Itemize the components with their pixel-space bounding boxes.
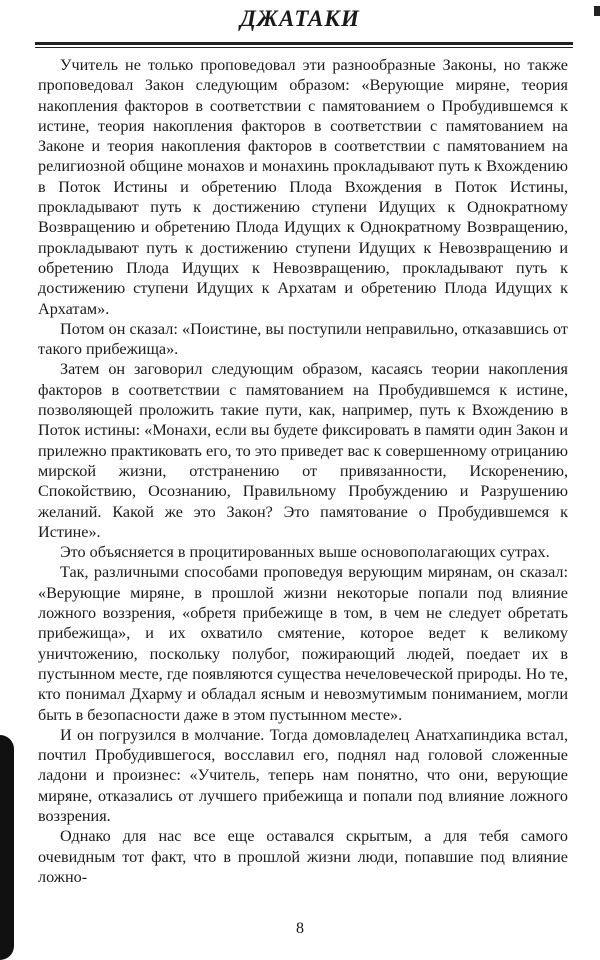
paragraph: Учитель не только проповедовал эти разнообразные Законы, но также проповедовал Закон следующим образом: «Верующие миряне, теория накопления факторов в соответствии с памятованием о Пробудившемся к истине, теория накопления факторов в соответствии с памятованием на Законе и теория накопления факторов в соответствии с памятованием на религиозной общине монахов и монахинь прокладывают путь к Вхождению в Поток Истины и обретению Плода Вхождения в Поток Истины, прокладывают путь к достижению ступени Идущих к Однократному Возвращению и обретению Плода Идущих к Однократному Возвращению, прокладывают путь к достижению ступени Идущих к Невозвращению и обретению Плода Идущих к Невозвращению, прокладывают путь к достижению ступени Идущих к Архатам и обретению Плода Идущих к Архатам». (38, 56, 568, 318)
paragraph: Однако для нас все еще оставался скрытым, а для тебя самого очевидным тот факт, что в прошлой жизни люди, попавшие под влияние ложно- (38, 827, 568, 886)
paragraph: Затем он заговорил следующим образом, касаясь теории накопления факторов в соответствии с памятованием на Пробудившемся к истине, позволяющей проложить такие пути, как, например, путь к Вхождению в Поток истины: «Монахи, если вы будете фиксировать в памяти один Закон и прилежно практиковать его, то это приведет вас к совершенному отрицанию мирской жизни, отстранению от привязанности, Искоренению, Спокойствию, Осознанию, Правильному Пробуждению и Разрушению желаний. Какой же это Закон? Это памятование о Пробудившемся к Истине». (38, 360, 568, 541)
header-rule-thin (35, 47, 573, 48)
page-number: 8 (296, 920, 304, 937)
paragraph: Потом он сказал: «Поистине, вы поступили неправильно, отказавшись от такого прибежища». (38, 319, 568, 359)
paragraph: Это объясняется в процитированных выше основополагающих сутрах. (60, 543, 550, 562)
body-text (38, 55, 568, 887)
paragraph: Так, различными способами проповедуя верующим мирянам, он сказал: «Верующие миряне, в прошлой жизни некоторые попали под влияние ложного воззрения, «обретя прибежище в том, в чем не следует обретать прибежища», и их охватило смятение, которое ведет к великому уничтожению, поскольку полубог, пожирающий людей, поедает их в пустынном месте, где появляются существа нечеловеческой природы. Но те, кто понимал Дхарму и обладал ясным и невозмутимым пониманием, могли быть в безопасности даже в этом пустынном месте». (38, 563, 568, 724)
running-header-title: ДЖАТАКИ (240, 6, 360, 31)
header-rule-thick (35, 42, 573, 45)
paragraph: И он погрузился в молчание. Тогда домовладелец Анатхапиндика встал, почтил Пробудившегося, восславил его, поднял над головой сложенные ладони и произнес: «Учитель, теперь нам понятно, что они, верующие миряне, отказались от лучшего прибежища и попали под влияние ложного воззрения. (38, 725, 568, 825)
